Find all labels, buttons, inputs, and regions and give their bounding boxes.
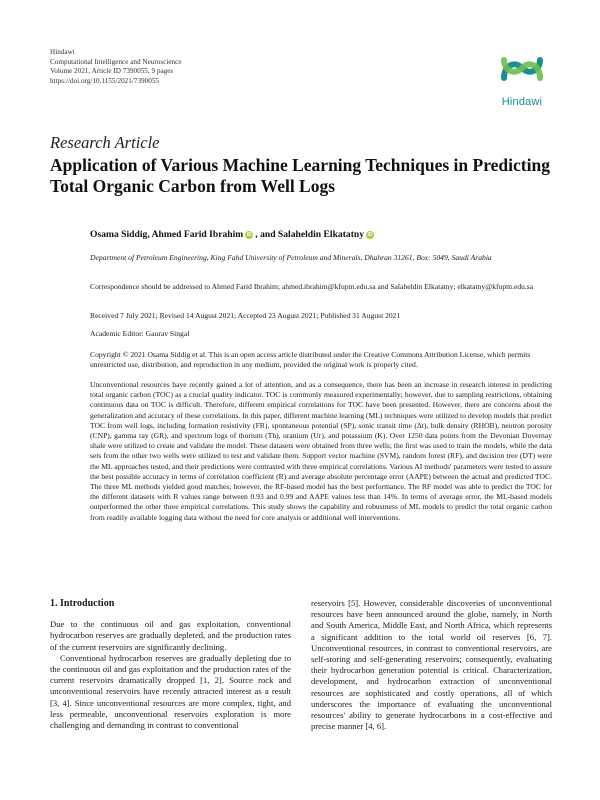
author-names-1: Osama Siddig, Ahmed Farid Ibrahim	[90, 229, 244, 240]
abstract-text: Unconventional resources have recently gained a lot of attention, and as a consequence, there has been an increase in research interest in predicting total organic carbon (TOC) as a crucial quality indicator. TOC is commonly measured experimentally; however, due to sampling restrictions, obtaining continuous data on TOC is difficult. Therefore, different empirical correlations for TOC have been presented. However, there are concerns about the generalization and accuracy of these correlations. In this paper, different machine learning (ML) techniques were utilized to develop models that predict TOC from well logs, including formation resistivity (FR), spontaneous potential (SP), sonic transit time (Δt), bulk density (RHOB), neutron porosity (CNP), gamma ray (GR), and spectrum logs of thorium (Th), uranium (Ur), and potassium (K). Over 1250 data points from the Devonian Duvernay shale were utilized to create and validate the model. These datasets were obtained from three wells; the first was used to train the models, while the data sets from the other two wells were utilized to test and validate them. Support vector machine (SVM), random forest (RF), and decision tree (DT) were the ML approaches tested, and their predictions were contrasted with three empirical correlations. Various AI methods' parameters were tested to assure the best possible accuracy in terms of correlation coefficient (R) and average absolute percentage error (AAPE) between the actual and predicted TOC. The three ML methods yielded good matches; however, the RF-based model has the best performance. The RF model was able to predict the TOC for the different datasets with R values range between 0.93 and 0.99 and AAPE values less than 14%. In terms of average error, the ML-based models outperformed the other three empirical correlations. This study shows the capability and robustness of ML models to predict the total organic carbon from readily available logging data without the need for core analysis or additional well interventions.	[90, 380, 552, 522]
intro-left-column	[50, 598, 291, 731]
volume-line: Volume 2021, Article ID 7390055, 9 pages	[50, 67, 174, 76]
copyright-text: Copyright © 2021 Osama Siddig et al. This is an open access article distributed under the Creative Commons Attribution License, which permits unrestricted use, distribution, and reproduction in any medium, provided the original work is properly cited.	[90, 350, 531, 370]
orcid-icon[interactable]: iD	[367, 232, 373, 238]
article-type: Research Article	[50, 133, 160, 152]
publication-dates: Received 7 July 2021; Revised 14 August 2021; Accepted 23 August 2021; Published 31 August 2021	[90, 311, 401, 320]
journal-name: Computational Intelligence and Neuroscience	[50, 57, 182, 66]
intro-paragraph-1: Due to the continuous oil and gas exploitation, conventional hydrocarbon reserves are gradually depleted, and the production rates of the current reservoirs are significantly declining.	[50, 619, 291, 652]
intro-paragraph-3: reservoirs [5]. However, considerable discoveries of unconventional resources have been announced around the globe, namely, in North and South America, Middle East, and North Africa, which represents a significant addition to the total world oil reserves [6, 7]. Unconventional resources, in contrast to conventional reservoirs, are self-storing and self-generating reservoirs; consequently, evaluating their hydrocarbon generation potential is critical. Characterization, development, and hydrocarbon extraction of unconventional resources are sophisticated and costly operations, all of which underscores the importance of evaluating the unconventional resources' ability to generate hydrocarbons in a cost-effective and precise manner [4, 6].	[311, 598, 552, 732]
publisher-name: Hindawi	[50, 48, 75, 56]
copyright-notice	[90, 350, 552, 370]
orcid-icon[interactable]: iD	[246, 232, 252, 238]
intro-paragraph-2: Conventional hydrocarbon reserves are gradually depleting due to the continuous oil and gas exploitation and the production rates of the current reservoirs dramatically dropped [1, 2]. Source rock and unconventional reservoirs have recently attracted interest as a result [3, 4]. Since unconventional resources are more complex, tight, and less permeable, unconventional reservoirs exploration is more challenging and demanding in contrast to conventional	[50, 652, 291, 731]
article-title: Application of Various Machine Learning Techniques in Predicting Total Organic Carbon from Well Logs	[50, 155, 550, 196]
author-list	[90, 230, 552, 240]
affiliation: Department of Petroleum Engineering, King Fahd University of Petroleum and Minerals, Dhahran 31261, Box: 5049, Saudi Arabia	[90, 253, 492, 262]
journal-info	[50, 48, 182, 86]
author-names-2: , and Salaheldin Elkatatny	[255, 229, 365, 240]
section-heading: 1. Introduction	[50, 598, 115, 609]
doi-link[interactable]: https://doi.org/10.1155/2021/7390055	[50, 76, 160, 85]
intro-right-column	[311, 598, 552, 732]
academic-editor: Academic Editor: Gaurav Singal	[90, 329, 190, 338]
correspondence: Correspondence should be addressed to Ahmed Farid Ibrahim; ahmed.ibrahim@kfupm.edu.sa and Salaheldin Elkatatny; elkatatny@kfupm.edu.sa	[90, 282, 534, 291]
hindawi-logo-text: Hindawi	[501, 96, 543, 108]
abstract	[90, 380, 552, 523]
